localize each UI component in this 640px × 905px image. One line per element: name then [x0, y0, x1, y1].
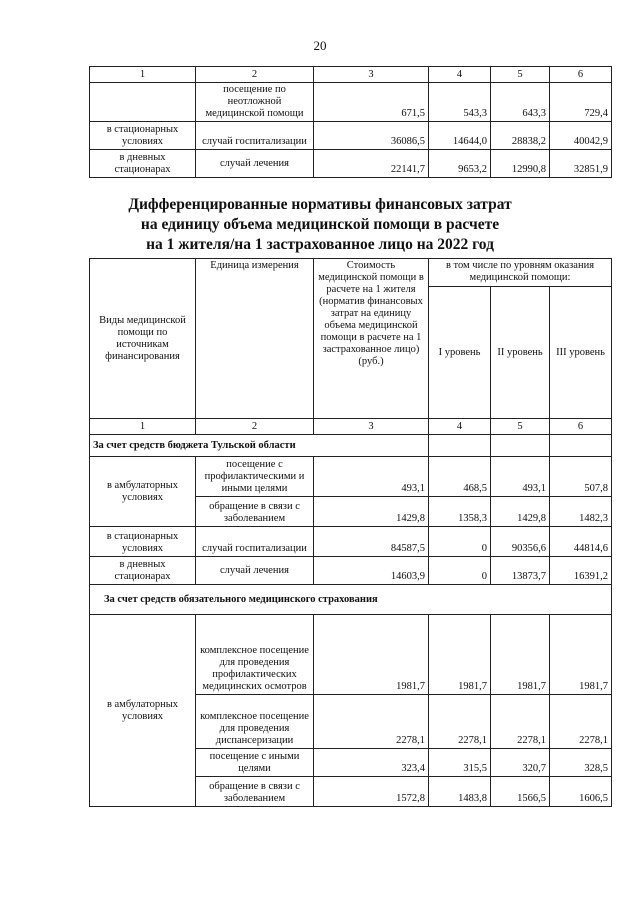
table-row: [90, 83, 612, 122]
section-title: За счет средств бюджета Тульской области: [90, 435, 429, 457]
value-cell: 0: [429, 527, 491, 557]
column-number: 1: [90, 67, 196, 83]
title-line: на 1 жителя/на 1 застрахованное лицо на 2022 год: [146, 236, 494, 253]
table-row: [90, 457, 612, 497]
value-cell: 9653,2: [429, 150, 491, 178]
unit-cell: посещение с иными целями: [196, 749, 314, 777]
levels-group-header: в том числе по уровням оказания медицинской помощи:: [429, 259, 612, 287]
unit-cell: комплексное посещение для проведения диспансеризации: [196, 695, 314, 749]
value-cell: 14644,0: [429, 122, 491, 150]
unit-cell: случай лечения: [196, 557, 314, 585]
care-type-cell: в стационарных условиях: [90, 527, 196, 557]
value-cell: 493,1: [491, 457, 550, 497]
table-row: [90, 527, 612, 557]
column-number: 5: [491, 419, 550, 435]
value-cell: 315,5: [429, 749, 491, 777]
column-number: 5: [491, 67, 550, 83]
unit-cell: случай лечения: [196, 150, 314, 178]
column-number: 6: [550, 419, 612, 435]
title-line: на единицу объема медицинской помощи в расчете: [140, 216, 500, 233]
value-cell: 1981,7: [491, 615, 550, 695]
value-cell: 468,5: [429, 457, 491, 497]
table-row: [90, 615, 612, 695]
column-number: 2: [196, 67, 314, 83]
value-cell: 44814,6: [550, 527, 612, 557]
section-title: За счет средств обязательного медицинского страхования: [90, 585, 612, 615]
unit-cell: посещение по неотложной медицинской помощи: [196, 83, 314, 122]
value-cell: 543,3: [429, 83, 491, 122]
value-cell: 1981,7: [314, 615, 429, 695]
unit-cell: комплексное посещение для проведения профилактических медицинских осмотров: [196, 615, 314, 695]
value-cell: 493,1: [314, 457, 429, 497]
column-numbers-row: [90, 419, 612, 435]
continuation-table: [89, 66, 612, 178]
value-cell: 1606,5: [550, 777, 612, 807]
section-row: [90, 585, 612, 615]
value-cell: 1981,7: [550, 615, 612, 695]
column-number: 2: [196, 419, 314, 435]
value-cell: 1981,7: [429, 615, 491, 695]
empty-cell: [491, 435, 550, 457]
value-cell: 2278,1: [550, 695, 612, 749]
table-head-row: [90, 259, 612, 287]
empty-cell: [550, 435, 612, 457]
value-cell: 14603,9: [314, 557, 429, 585]
table-row: [90, 122, 612, 150]
column-number: 6: [550, 67, 612, 83]
table-row: [90, 557, 612, 585]
value-cell: 643,3: [491, 83, 550, 122]
cost-header: Стоимость медицинской помощи в расчете на 1 жителя (норматив финансовых затрат на единицу объема медицинской помощи в расчете на 1 застрахованное лицо) (руб.): [314, 259, 429, 419]
value-cell: 1566,5: [491, 777, 550, 807]
value-cell: 1483,8: [429, 777, 491, 807]
level-1-header: I уровень: [429, 287, 491, 419]
care-type-cell: в стационарных условиях: [90, 122, 196, 150]
value-cell: 328,5: [550, 749, 612, 777]
empty-cell: [429, 435, 491, 457]
value-cell: 0: [429, 557, 491, 585]
value-cell: 16391,2: [550, 557, 612, 585]
care-type-cell: в дневных стационарах: [90, 557, 196, 585]
value-cell: 90356,6: [491, 527, 550, 557]
table-row: [90, 150, 612, 178]
care-type-cell: в дневных стационарах: [90, 150, 196, 178]
care-type-cell: в амбулаторных условиях: [90, 615, 196, 807]
value-cell: 2278,1: [429, 695, 491, 749]
unit-cell: обращение в связи с заболеванием: [196, 497, 314, 527]
column-number: 4: [429, 67, 491, 83]
value-cell: 1482,3: [550, 497, 612, 527]
unit-cell: случай госпитализации: [196, 527, 314, 557]
value-cell: 36086,5: [314, 122, 429, 150]
unit-cell: случай госпитализации: [196, 122, 314, 150]
section-row: [90, 435, 612, 457]
document-title: [0, 195, 640, 255]
table-header-row: [90, 67, 612, 83]
normatives-table: [89, 258, 612, 807]
value-cell: 323,4: [314, 749, 429, 777]
value-cell: 13873,7: [491, 557, 550, 585]
unit-cell: посещение с профилактическими и иными целями: [196, 457, 314, 497]
value-cell: 22141,7: [314, 150, 429, 178]
value-cell: 2278,1: [314, 695, 429, 749]
value-cell: 1429,8: [314, 497, 429, 527]
value-cell: 2278,1: [491, 695, 550, 749]
column-number: 4: [429, 419, 491, 435]
column-number: 3: [314, 419, 429, 435]
value-cell: 1358,3: [429, 497, 491, 527]
value-cell: 671,5: [314, 83, 429, 122]
column-number: 1: [90, 419, 196, 435]
care-type-cell: в амбулаторных условиях: [90, 457, 196, 527]
value-cell: 729,4: [550, 83, 612, 122]
value-cell: 1429,8: [491, 497, 550, 527]
value-cell: 28838,2: [491, 122, 550, 150]
value-cell: 12990,8: [491, 150, 550, 178]
value-cell: 1572,8: [314, 777, 429, 807]
column-number: 3: [314, 67, 429, 83]
level-2-header: II уровень: [491, 287, 550, 419]
level-3-header: III уровень: [550, 287, 612, 419]
title-line: Дифференцированные нормативы финансовых затрат: [128, 196, 512, 213]
value-cell: 507,8: [550, 457, 612, 497]
value-cell: 320,7: [491, 749, 550, 777]
value-cell: 32851,9: [550, 150, 612, 178]
unit-cell: обращение в связи с заболеванием: [196, 777, 314, 807]
value-cell: 40042,9: [550, 122, 612, 150]
page-number: 20: [313, 38, 327, 53]
value-cell: 84587,5: [314, 527, 429, 557]
unit-header: Единица измерения: [196, 259, 314, 419]
care-type-header: Виды медицинской помощи по источникам финансирования: [90, 259, 196, 419]
care-type-cell: [90, 83, 196, 122]
